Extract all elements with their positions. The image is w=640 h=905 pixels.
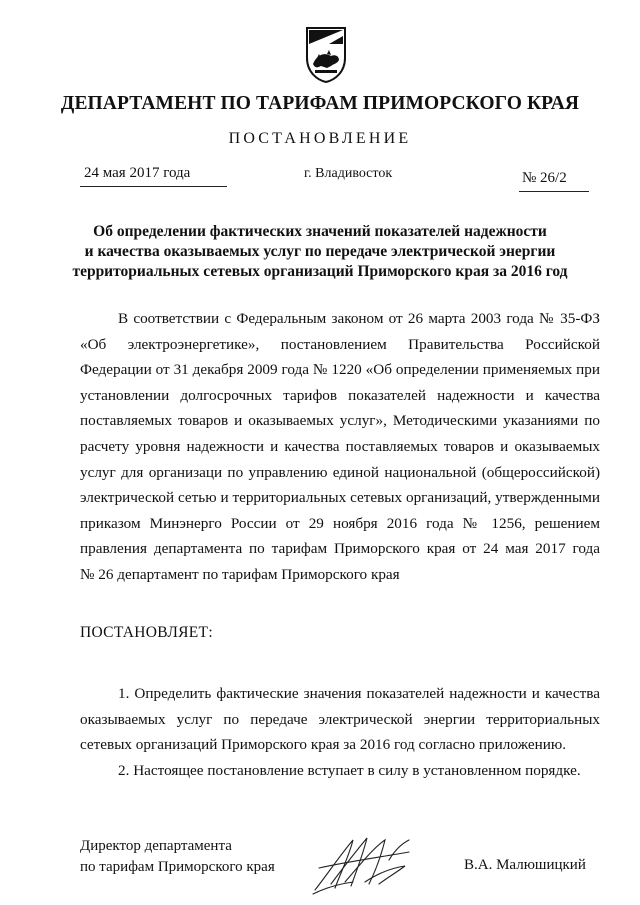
document-number: № 26/2 <box>522 170 567 186</box>
preamble-line: правления департамента по тарифам Приморского края от 24 мая 2017 года <box>80 540 600 558</box>
signer-position-line: по тарифам Приморского края <box>80 859 275 875</box>
handwritten-signature <box>305 832 417 896</box>
resolution-items <box>80 681 600 783</box>
preamble-line: расчету уровня надежности и качества поставляемых товаров и оказываемых <box>80 437 600 455</box>
preamble-line: услуг для организаци по управлению единой национальной (общероссийской) <box>80 463 600 481</box>
preamble-line: поставляемых товаров и оказываемых услуг», Методическими указаниями по <box>80 412 600 430</box>
item-2-line: 2. Настоящее постановление вступает в силу в установленном порядке. <box>118 761 581 779</box>
document-type: ПОСТАНОВЛЕНИЕ <box>228 130 412 147</box>
resolves-heading: ПОСТАНОВЛЯЕТ: <box>80 624 213 641</box>
subject-line: территориальных сетевых организаций Приморского края за 2016 год <box>72 263 568 280</box>
item-1-line: сетевых организаций Приморского края за 2016 год согласно приложению. <box>80 736 566 754</box>
preamble-line: электрической сетью и территориальных сетевых организаций, утвержденными <box>80 489 600 507</box>
preamble-line: Федерации от 31 декабря 2009 года № 1220 «Об определении применяемых при <box>80 361 600 379</box>
document-city: г. Владивосток <box>304 166 393 181</box>
preamble-line: В соответствии с Федеральным законом от 26 марта 2003 года № 35-ФЗ <box>118 310 600 327</box>
number-underline <box>519 191 589 192</box>
preamble-line: установлении долгосрочных тарифов показателей надежности и качества <box>80 386 600 404</box>
signer-position-line: Директор департамента <box>80 838 232 854</box>
signer-position <box>80 836 275 878</box>
subject-line: и качества оказываемых услуг по передаче электрической энергии <box>84 243 556 260</box>
department-title: ДЕПАРТАМЕНТ ПО ТАРИФАМ ПРИМОРСКОГО КРАЯ <box>60 93 580 114</box>
preamble-line: приказом Минэнерго России от 29 ноября 2016 года № 1256, решением <box>80 514 600 532</box>
document-date: 24 мая 2017 года <box>84 165 191 181</box>
item-1-line: оказываемых услуг по передаче электрической энергии территориальных <box>80 710 600 728</box>
preamble-line: «Об электроэнергетике», постановлением Правительства Российской <box>80 335 600 353</box>
preamble-paragraph <box>80 306 600 588</box>
document-subject <box>60 222 580 282</box>
preamble-line: № 26 департамент по тарифам Приморского края <box>80 565 400 583</box>
signer-name: В.А. Малюшицкий <box>464 857 586 873</box>
date-underline <box>80 186 227 187</box>
subject-line: Об определении фактических значений показателей надежности <box>93 223 547 240</box>
coat-of-arms-icon <box>303 24 349 84</box>
item-1-line: 1. Определить фактические значения показателей надежности и качества <box>118 685 600 702</box>
